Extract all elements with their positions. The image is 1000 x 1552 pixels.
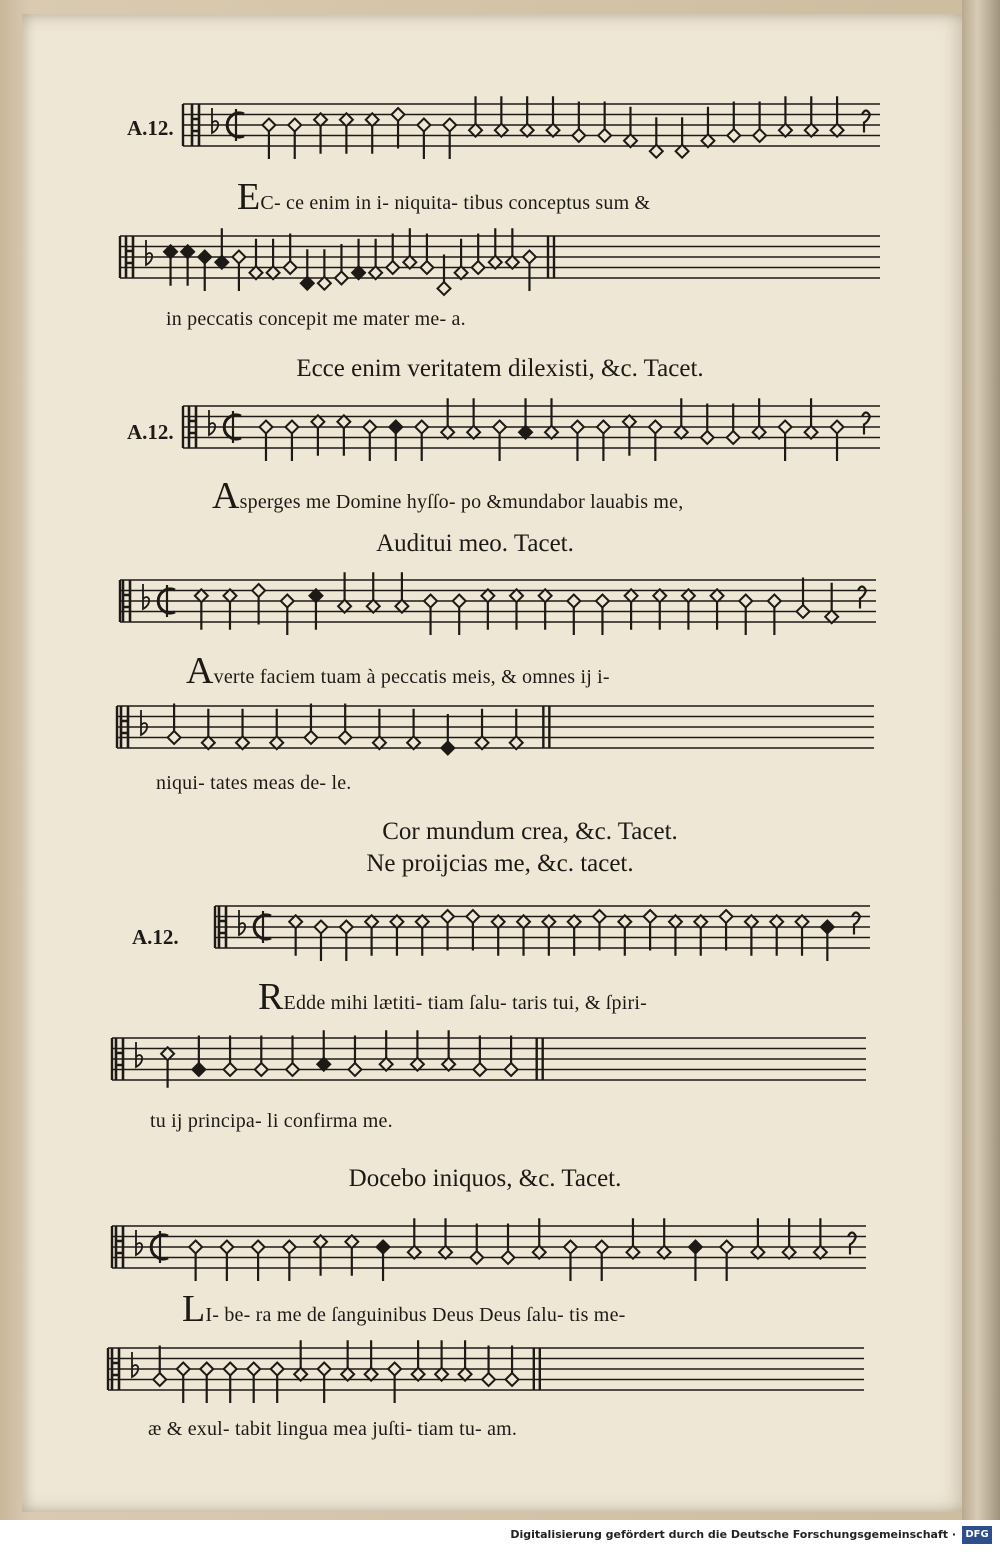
open-note xyxy=(304,731,317,744)
open-note xyxy=(720,1241,733,1254)
tacet-heading: Docebo iniquos, &c. Tacet. xyxy=(348,1165,622,1192)
open-note xyxy=(168,731,181,744)
lyric-line xyxy=(156,772,352,795)
open-note xyxy=(314,921,327,934)
open-note xyxy=(224,1063,237,1076)
open-note xyxy=(502,1251,515,1264)
open-note xyxy=(595,1241,608,1254)
open-note xyxy=(348,1063,361,1076)
open-note xyxy=(420,261,433,274)
open-note xyxy=(388,1363,401,1376)
flat-sign-icon xyxy=(212,108,218,133)
open-note xyxy=(506,1373,519,1386)
open-note xyxy=(727,129,740,142)
flat-sign-icon xyxy=(132,1352,138,1377)
open-note xyxy=(252,584,265,597)
open-note xyxy=(441,910,454,923)
open-note xyxy=(701,431,714,444)
lyric-text: sperges me Domine hyſſo- po &mundabor lauabis me, xyxy=(239,491,684,513)
filled-note xyxy=(821,921,834,934)
lyric-line xyxy=(166,308,466,331)
footer-bar xyxy=(0,1520,1000,1552)
tacet-heading: Auditui meo. Tacet. xyxy=(376,530,574,557)
open-note xyxy=(779,421,792,434)
open-note xyxy=(597,421,610,434)
drop-initial: E xyxy=(237,176,261,218)
open-note xyxy=(255,1063,268,1076)
open-note xyxy=(340,921,353,934)
voice-label: A.12. xyxy=(127,116,174,140)
open-note xyxy=(596,595,609,608)
open-note xyxy=(153,1373,166,1386)
filled-note xyxy=(377,1241,390,1254)
open-note xyxy=(200,1363,213,1376)
flat-sign-icon xyxy=(141,710,147,735)
open-note xyxy=(466,910,479,923)
lyric-line xyxy=(150,1110,393,1133)
open-note xyxy=(727,431,740,444)
open-note xyxy=(470,1251,483,1264)
open-note xyxy=(284,261,297,274)
open-note xyxy=(649,421,662,434)
lyric-text: C- ce enim in i- niquita- tibus conceptus sum & xyxy=(260,192,651,214)
open-note xyxy=(252,1241,265,1254)
open-note xyxy=(224,1363,237,1376)
open-note xyxy=(283,1241,296,1254)
flat-sign-icon xyxy=(136,1042,142,1067)
open-note xyxy=(482,1373,495,1386)
open-note xyxy=(753,129,766,142)
open-note xyxy=(189,1241,202,1254)
open-note xyxy=(286,1063,299,1076)
open-note xyxy=(720,910,733,923)
open-note xyxy=(443,119,456,132)
open-note xyxy=(271,1363,284,1376)
open-note xyxy=(262,119,275,132)
flat-sign-icon xyxy=(146,240,152,265)
open-note xyxy=(285,421,298,434)
open-note xyxy=(593,910,606,923)
lyric-text: I- be- ra me de ſanguinibus Deus Deus ſalu- tis me- xyxy=(205,1304,626,1326)
drop-initial: R xyxy=(258,976,284,1018)
flat-sign-icon xyxy=(143,584,149,609)
open-note xyxy=(564,1241,577,1254)
drop-initial: A xyxy=(186,650,214,692)
drop-initial: A xyxy=(212,475,240,517)
open-note xyxy=(339,731,352,744)
lyric-line xyxy=(186,652,610,690)
open-note xyxy=(232,251,245,264)
open-note xyxy=(473,1063,486,1076)
open-note xyxy=(567,595,580,608)
flat-sign-icon xyxy=(239,910,245,935)
open-note xyxy=(281,595,294,608)
flat-sign-icon xyxy=(209,410,215,435)
lyric-line xyxy=(148,1418,517,1441)
open-note xyxy=(438,282,451,295)
open-note xyxy=(472,261,485,274)
open-note xyxy=(392,108,405,121)
open-note xyxy=(220,1241,233,1254)
open-note xyxy=(386,261,399,274)
footer-credit: Digitalisierung gefördert durch die Deutsche Forschungsgemeinschaft · xyxy=(510,1528,956,1541)
lyric-line xyxy=(212,477,683,515)
open-note xyxy=(247,1363,260,1376)
lyric-text: tu ij principa- li confirma me. xyxy=(150,1110,393,1132)
open-note xyxy=(572,129,585,142)
open-note xyxy=(288,119,301,132)
open-note xyxy=(493,421,506,434)
open-note xyxy=(453,595,466,608)
open-note xyxy=(768,595,781,608)
filled-note xyxy=(441,742,454,755)
flat-sign-icon xyxy=(136,1230,142,1255)
open-note xyxy=(739,595,752,608)
tacet-heading: Cor mundum crea, &c. Tacet. xyxy=(382,818,678,845)
filled-note xyxy=(689,1241,702,1254)
lyric-text: niqui- tates meas de- le. xyxy=(156,772,352,794)
open-note xyxy=(598,129,611,142)
open-note xyxy=(259,421,272,434)
open-note xyxy=(177,1363,190,1376)
lyric-line xyxy=(182,1290,626,1328)
open-note xyxy=(318,1363,331,1376)
open-note xyxy=(335,272,348,285)
tacet-heading: Ne proijcias me, &c. tacet. xyxy=(366,850,634,877)
open-note xyxy=(571,421,584,434)
open-note xyxy=(363,421,376,434)
open-note xyxy=(523,251,536,264)
open-note xyxy=(505,1063,518,1076)
filled-note xyxy=(198,251,211,264)
lyric-text: in peccatis concepit me mater me- a. xyxy=(166,308,466,330)
lyric-line xyxy=(237,178,650,216)
filled-note xyxy=(192,1063,205,1076)
lyric-line xyxy=(258,978,647,1016)
voice-label: A.12. xyxy=(127,420,174,444)
tacet-heading: Ecce enim veritatem dilexisti, &c. Tacet. xyxy=(296,355,704,382)
open-note xyxy=(424,595,437,608)
lyric-text: Edde mihi lætiti- tiam ſalu- taris tui, & ſpiri- xyxy=(283,992,647,1014)
drop-initial: L xyxy=(182,1288,206,1330)
open-note xyxy=(644,910,657,923)
dfg-logo: DFG xyxy=(962,1526,992,1544)
open-note xyxy=(415,421,428,434)
filled-note xyxy=(389,421,402,434)
open-note xyxy=(797,605,810,618)
lyric-text: æ & exul- tabit lingua mea juſti- tiam tu- am. xyxy=(148,1418,518,1440)
lyric-text: verte faciem tuam à peccatis meis, & omnes ij i- xyxy=(213,666,610,688)
open-note xyxy=(417,119,430,132)
voice-label: A.12. xyxy=(132,925,179,949)
open-note xyxy=(831,421,844,434)
